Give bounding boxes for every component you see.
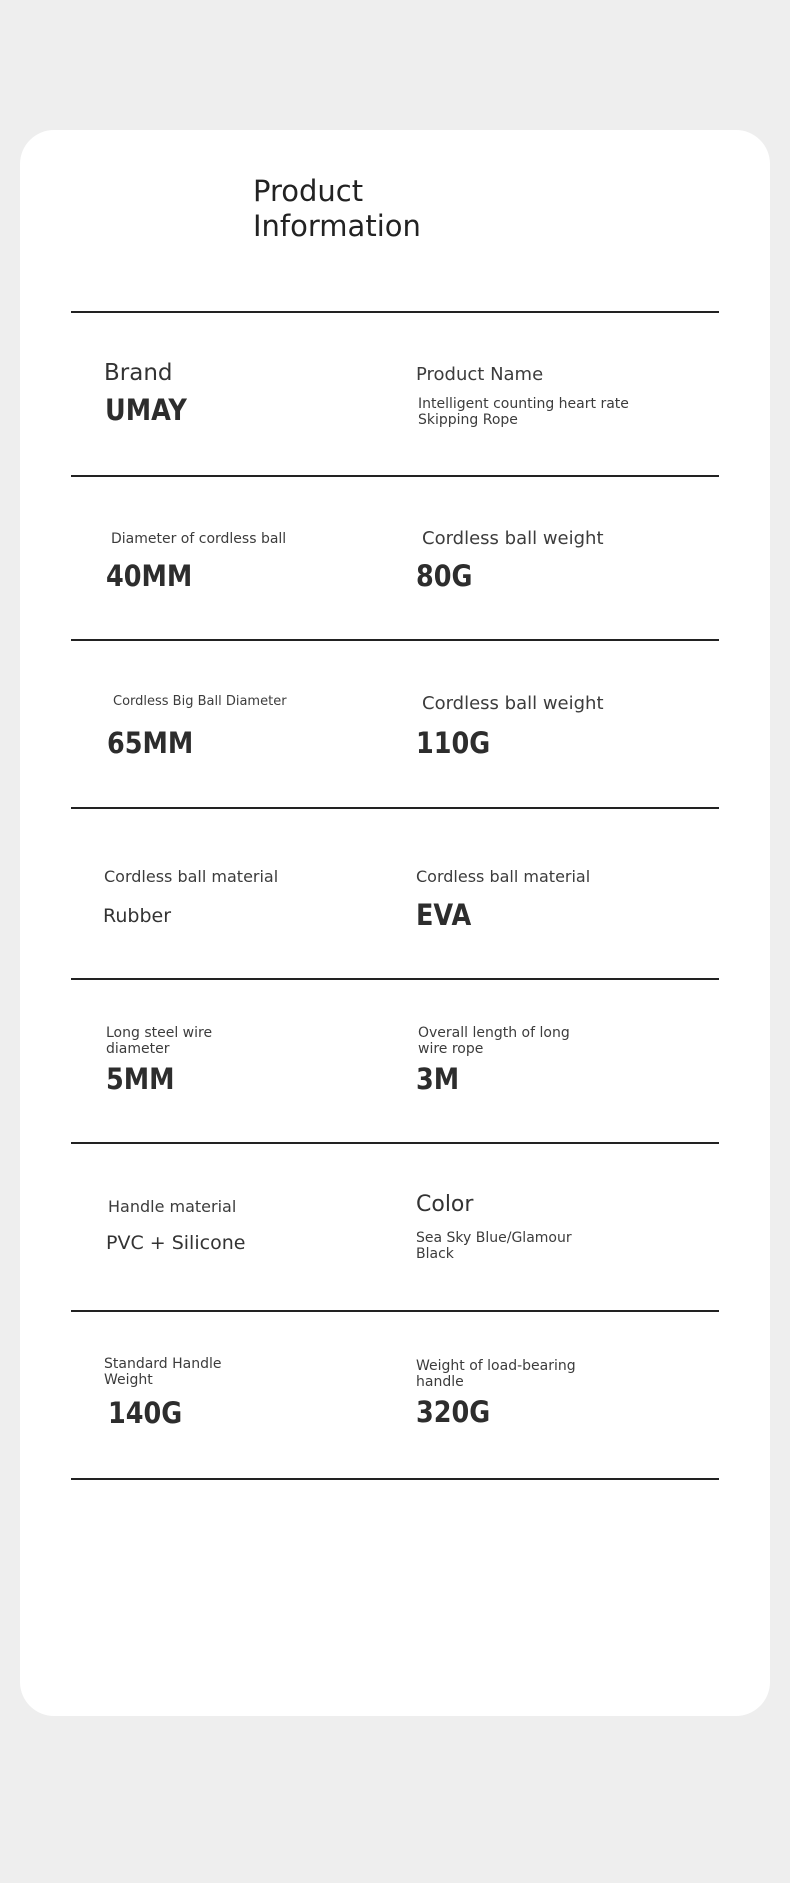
standard-handle-weight-label-line-1: Standard Handle [104,1356,222,1372]
load-bearing-handle-weight-value: 320G [416,1395,491,1429]
cordless-big-ball-weight-value: 110G [416,726,491,760]
divider [71,1310,719,1312]
product-name-value-line-1: Intelligent counting heart rate [418,396,629,412]
load-bearing-handle-weight-label-line-2: handle [416,1374,464,1390]
divider [71,1142,719,1144]
divider [71,807,719,809]
cordless-big-ball-diameter-value: 65MM [107,726,194,760]
divider [71,311,719,313]
divider [71,1478,719,1480]
cordless-ball-material-label: Cordless ball material [104,867,279,886]
product-name-value-line-2: Skipping Rope [418,412,518,428]
cordless-ball-material-right-value: EVA [416,898,472,932]
product-name-label: Product Name [416,364,544,385]
cordless-big-ball-weight-label: Cordless ball weight [422,693,604,714]
color-label: Color [416,1192,474,1217]
divider [71,639,719,641]
page-title-line-2: Information [253,209,421,243]
color-value-line-1: Sea Sky Blue/Glamour [416,1230,572,1246]
cordless-ball-material-right-label: Cordless ball material [416,867,591,886]
steel-wire-diameter-label-line-1: Long steel wire [106,1025,213,1041]
brand-value: UMAY [105,393,187,427]
cordless-big-ball-diameter-label: Cordless Big Ball Diameter [113,694,287,709]
color-value-line-2: Black [416,1246,454,1262]
divider [71,978,719,980]
cordless-ball-weight-value: 80G [416,559,473,593]
product-info-card [20,130,770,1716]
brand-label: Brand [104,360,173,386]
handle-material-value: PVC + Silicone [106,1232,246,1254]
cordless-ball-weight-label: Cordless ball weight [422,528,604,549]
handle-material-label: Handle material [108,1197,237,1216]
wire-rope-length-value: 3M [416,1062,460,1096]
load-bearing-handle-weight-label-line-1: Weight of load-bearing [416,1358,576,1374]
page-title [253,174,421,244]
steel-wire-diameter-label-line-2: diameter [106,1041,170,1057]
cordless-ball-diameter-label: Diameter of cordless ball [111,531,287,547]
steel-wire-diameter-value: 5MM [106,1062,175,1096]
page-title-line-1: Product [253,174,364,208]
wire-rope-length-label-line-1: Overall length of long [418,1025,570,1041]
standard-handle-weight-value: 140G [108,1396,183,1430]
standard-handle-weight-label-line-2: Weight [104,1372,153,1388]
divider [71,475,719,477]
wire-rope-length-label-line-2: wire rope [418,1041,484,1057]
cordless-ball-diameter-value: 40MM [106,559,193,593]
cordless-ball-material-value: Rubber [103,905,172,927]
